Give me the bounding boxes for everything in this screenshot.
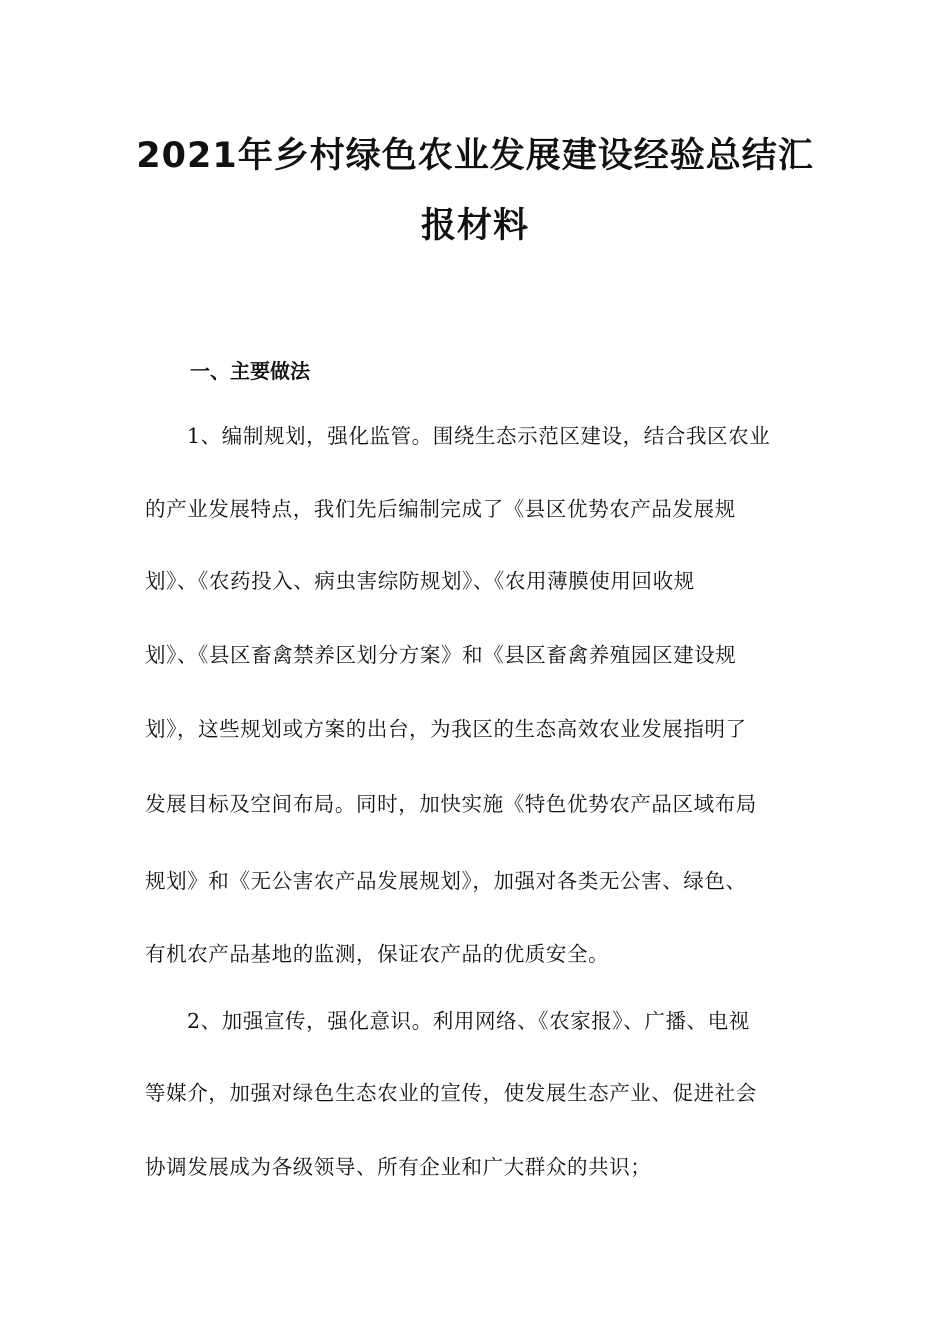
paragraph-line: 协调发展成为各级领导、所有企业和广大群众的共识； bbox=[145, 1155, 652, 1179]
paragraph-line: 规划》和《无公害农产品发展规划》，加强对各类无公害、绿色、 bbox=[145, 869, 747, 893]
paragraph-line: 2、加强宣传，强化意识。利用网络、《农家报》、广播、电视 bbox=[187, 1009, 750, 1033]
paragraph-line: 的产业发展特点，我们先后编制完成了《县区优势农产品发展规 bbox=[145, 497, 736, 521]
paragraph-line: 划》，这些规划或方案的出台，为我区的生态高效农业发展指明了 bbox=[145, 717, 747, 741]
paragraph-line: 发展目标及空间布局。同时，加快实施《特色优势农产品区域布局 bbox=[145, 792, 757, 816]
document-title-line-1: 2021年乡村绿色农业发展建设经验总结汇 bbox=[136, 136, 814, 176]
paragraph-line: 1、编制规划，强化监管。围绕生态示范区建设，结合我区农业 bbox=[187, 424, 771, 448]
section-heading: 一、主要做法 bbox=[190, 359, 310, 383]
document-title-line-2: 报材料 bbox=[420, 206, 529, 246]
paragraph-line: 有机农产品基地的监测，保证农产品的优质安全。 bbox=[145, 942, 610, 966]
paragraph-line: 划》、《农药投入、病虫害综防规划》、《农用薄膜使用回收规 bbox=[145, 569, 695, 593]
paragraph-line: 等媒介，加强对绿色生态农业的宣传，使发展生态产业、促进社会 bbox=[145, 1081, 757, 1105]
paragraph-line: 划》、《县区畜禽禁养区划分方案》和《县区畜禽养殖园区建设规 bbox=[145, 643, 737, 667]
